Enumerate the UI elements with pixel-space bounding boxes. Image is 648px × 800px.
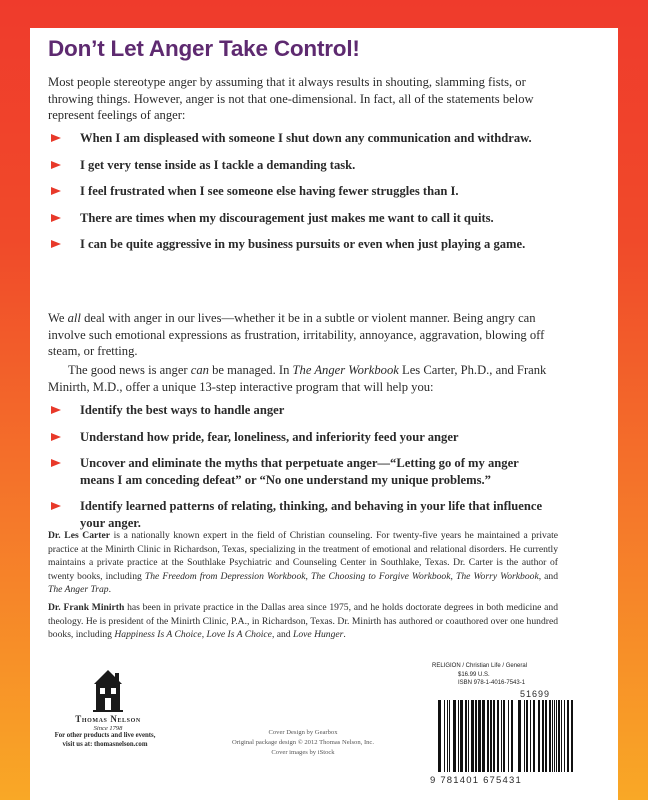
barcode-bar	[554, 700, 555, 772]
publisher-logo	[48, 668, 168, 732]
barcode-bar	[524, 700, 525, 772]
isbn-label: ISBN 978-1-4016-7543-1	[458, 680, 526, 686]
publisher-name: Thomas Nelson	[75, 714, 141, 724]
list-item: Understand how pride, fear, loneliness, and inferiority feed your anger	[48, 429, 548, 446]
barcode-bar	[458, 700, 459, 772]
arrowhead-icon	[51, 214, 61, 222]
list-item: I can be quite aggressive in my business pursuits or even when just playing a game.	[48, 236, 548, 253]
list-item: Uncover and eliminate the myths that perpetuate anger—“Letting go of my anger means I am conceding defeat” or “No one understand my unique problems.”	[48, 455, 548, 488]
barcode-bar	[501, 700, 502, 772]
barcode-bar	[571, 700, 573, 772]
subject-category: RELIGION / Christian Life / General	[432, 663, 528, 669]
house-logo-icon	[91, 668, 125, 712]
barcode-bar	[493, 700, 495, 772]
price-barcode	[518, 700, 576, 774]
barcode-bar	[518, 700, 521, 772]
cover-heading: Don’t Let Anger Take Control!	[48, 36, 360, 61]
barcode-bar	[465, 700, 467, 772]
barcode-bar	[482, 700, 485, 772]
arrowhead-icon	[51, 240, 61, 248]
intro-paragraph: Most people stereotype anger by assuming that it always results in shouting, slamming fists, or throwing things. However, anger is not that one-dimensional. In fact, all of the statements below represent feelings of anger:	[48, 75, 534, 122]
barcode-bar	[556, 700, 557, 772]
barcode-bar	[503, 700, 505, 772]
author-bio-carter: Dr. Les Carter is a nationally known expert in the field of Christian counseling. For twenty-five years he maintained a private practice at the Minirth Clinic in Richardson, Texas, specializing in the treatment of emotional and relational disorders. He currently maintains a private practice at the Southlake Psychiatric and Counseling Center in Southlake, Texas. Dr. Carter is the author of twenty books, including The Freedom from Depression Workbook, The Choosing to Forgive Workbook, The Worry Workbook, and The Anger Trap.	[48, 530, 559, 596]
anger-statements-list	[48, 130, 548, 263]
barcode-bar	[549, 700, 551, 772]
barcode-bar	[561, 700, 562, 772]
publisher-contact: For other products and live events, visit us at: thomasnelson.com	[54, 732, 156, 748]
list-item: I feel frustrated when I see someone else having fewer struggles than I.	[48, 183, 548, 200]
price-label: $16.99 U.S.	[458, 671, 490, 678]
barcode-bar	[542, 700, 544, 772]
isbn-digits: 9 781401 675431	[430, 775, 522, 786]
list-item: There are times when my discouragement just makes me want to call it quits.	[48, 210, 548, 227]
arrowhead-icon	[51, 502, 61, 510]
barcode-bar	[444, 700, 445, 772]
price-code: 51699	[520, 689, 551, 699]
barcode-bar	[545, 700, 547, 772]
barcode-bar	[490, 700, 492, 772]
barcode-bar	[447, 700, 448, 772]
barcode-bar	[567, 700, 569, 772]
barcode-bar	[511, 700, 513, 772]
author-bio-minirth: Dr. Frank Minirth has been in private practice in the Dallas area since 1975, and he holds doctorate degrees in both medicine and theology. He is president of the Minirth Clinic, P.A., in Richardson, Texas. Dr. Minirth has authored or coauthored over one hundred books, including Happiness Is A Choice, Love Is A Choice, and Love Hunger.	[48, 602, 558, 641]
arrowhead-icon	[51, 187, 61, 195]
list-item: Identify learned patterns of relating, thinking, and behaving in your life that influence your anger.	[48, 498, 548, 531]
barcode-bar	[526, 700, 528, 772]
barcode-bar	[538, 700, 540, 772]
anger-expressions-paragraph: We all deal with anger in our lives—whether it be in a subtle or violent manner. Being angry can involve such emotional expressions as frustration, irritability, annoyance, aggravation, blowing off steam, or fretting.	[48, 311, 545, 358]
list-item: Identify the best ways to handle anger	[48, 402, 548, 419]
program-paragraph: The good news is anger can be managed. In The Anger Workbook Les Carter, Ph.D., and Frank Minirth, M.D., offer a unique 13-step interactive program that will help you:	[48, 363, 547, 394]
arrowhead-icon	[51, 459, 61, 467]
benefits-list	[48, 402, 548, 541]
list-item: When I am displeased with someone I shut down any communication and withdraw.	[48, 130, 548, 147]
arrowhead-icon	[51, 406, 61, 414]
barcode-bar	[449, 700, 450, 772]
barcode-bar	[478, 700, 481, 772]
barcode-bar	[533, 700, 535, 772]
barcode-bar	[497, 700, 499, 772]
publisher-since: Since 1798	[93, 725, 123, 732]
barcode-bar	[438, 700, 441, 772]
barcode-bar	[475, 700, 477, 772]
isbn-barcode	[438, 700, 516, 774]
barcode-bar	[558, 700, 560, 772]
barcode-bar	[487, 700, 489, 772]
barcode-bar	[471, 700, 474, 772]
arrowhead-icon	[51, 433, 61, 441]
barcode-bar	[460, 700, 463, 772]
barcode-bar	[453, 700, 456, 772]
barcode-bar	[468, 700, 469, 772]
book-classification	[432, 662, 527, 688]
barcode-bar	[508, 700, 509, 772]
barcode-bar	[530, 700, 531, 772]
arrowhead-icon	[51, 161, 61, 169]
barcode-bar	[564, 700, 565, 772]
barcode-bar	[552, 700, 553, 772]
arrowhead-icon	[51, 134, 61, 142]
cover-credits: Cover Design by Gearbox Original package design © 2012 Thomas Nelson, Inc. Cover images by iStock	[231, 729, 375, 756]
publisher-website: thomasnelson.com	[94, 741, 148, 748]
list-item: I get very tense inside as I tackle a demanding task.	[48, 157, 548, 174]
